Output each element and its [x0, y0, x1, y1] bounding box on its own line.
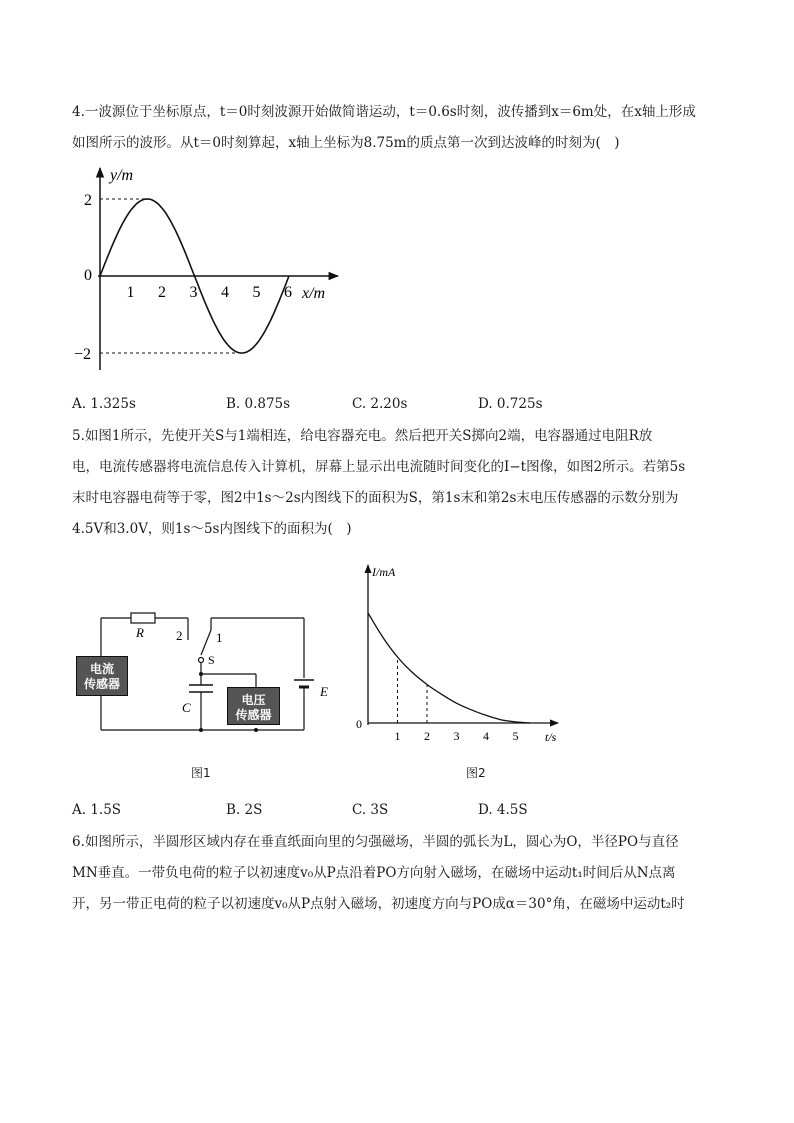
q6-text-line-2: MN垂直。一带负电荷的粒子以初速度v₀从P点沿着PO方向射入磁场，在磁场中运动t₁时间后从N点离 — [72, 865, 676, 881]
q4-y-tick-neg2: −2 — [74, 346, 92, 363]
resistor-label: R — [136, 625, 144, 640]
voltage-sensor-box — [227, 687, 280, 725]
current-sensor-label-1: 电流 — [89, 662, 114, 676]
figure-1-caption: 图1 — [191, 766, 211, 780]
capacitor-label: C — [182, 700, 191, 715]
q4-choice-d[interactable]: D. 0.725s — [478, 396, 543, 412]
q5-choice-b[interactable]: B. 2S — [226, 802, 263, 818]
voltage-sensor-label-1: 电压 — [241, 693, 266, 707]
q5-x-tick: 4 — [483, 729, 489, 743]
resistor — [131, 613, 155, 623]
q5-text-line-3: 末时电容器电荷等于零，图2中1s～2s内图线下的面积为S，第1s末和第2s末电压传感器的示数分别为 — [72, 490, 679, 506]
q5-origin-label: 0 — [356, 717, 362, 731]
voltage-sensor-label-2: 传感器 — [235, 708, 272, 722]
q5-decay-curve — [368, 613, 530, 723]
q4-choice-c[interactable]: C. 2.20s — [352, 396, 408, 412]
q4-text-line-1: 4.一波源位于坐标原点，t＝0时刻波源开始做简谐运动，t＝0.6s时刻，波传播到x＝6m处，在x轴上形成 — [72, 104, 696, 120]
q4-x-tick: 2 — [158, 284, 166, 301]
figure-2-caption: 图2 — [466, 766, 486, 780]
q5-x-tick: 1 — [394, 729, 401, 743]
terminal-1-label: 1 — [216, 630, 223, 645]
q5-text-line-2: 电，电流传感器将电流信息传入计算机，屏幕上显示出电流随时间变化的I−t图像，如图2所示。若第5s — [72, 459, 686, 475]
q4-x-label: x/m — [302, 285, 326, 302]
q4-choice-b[interactable]: B. 0.875s — [226, 396, 291, 412]
q5-choice-d[interactable]: D. 4.5S — [478, 802, 528, 818]
q4-origin-label: 0 — [84, 267, 92, 284]
switch-pivot — [199, 658, 204, 663]
switch-label: S — [208, 653, 215, 667]
q4-text-line-2: 如图所示的波形。从t＝0时刻算起，x轴上坐标为8.75m的质点第一次到达波峰的时刻为( ) — [72, 135, 620, 151]
q6-text-line-1: 6.如图所示，半圆形区域内存在垂直纸面向里的匀强磁场，半圆的弧长为L，圆心为O，半径PO与直径 — [72, 834, 679, 850]
terminal-2-label: 2 — [176, 628, 183, 643]
q4-x-tick: 5 — [252, 284, 261, 301]
q4-wave-graph — [70, 160, 360, 380]
q4-x-tick: 4 — [221, 284, 229, 301]
q4-choice-a[interactable]: A. 1.325s — [72, 396, 136, 412]
q5-choice-c[interactable]: C. 3S — [352, 802, 389, 818]
q4-x-tick: 1 — [126, 284, 135, 301]
q5-x-tick: 5 — [512, 729, 519, 743]
q5-x-label: t/s — [545, 730, 557, 744]
q5-choice-a[interactable]: A. 1.5S — [72, 802, 122, 818]
q4-x-tick: 3 — [189, 284, 198, 301]
q6-text-line-3: 开，另一带正电荷的粒子以初速度v₀从P点射入磁场，初速度方向与PO成α＝30°角，在磁场中运动t₂时 — [72, 896, 685, 912]
battery-label: E — [320, 684, 328, 699]
q4-y-tick-2: 2 — [84, 192, 92, 209]
switch-blade — [201, 630, 211, 655]
q5-current-graph — [348, 560, 568, 750]
q4-y-label: y/m — [110, 167, 134, 184]
q5-x-tick: 3 — [453, 729, 460, 743]
q5-text-line-1: 5.如图1所示，先使开关S与1端相连，给电容器充电。然后把开关S掷向2端，电容器通过电阻R放 — [72, 428, 653, 444]
q5-y-label: I/mA — [372, 565, 396, 579]
current-sensor-box — [76, 656, 128, 696]
q4-x-tick: 6 — [284, 284, 292, 301]
current-sensor-label-2: 传感器 — [83, 677, 120, 691]
q5-text-line-4: 4.5V和3.0V，则1s～5s内图线下的面积为( ) — [72, 521, 352, 537]
q5-circuit-diagram — [96, 600, 336, 740]
q5-x-tick: 2 — [424, 729, 430, 743]
